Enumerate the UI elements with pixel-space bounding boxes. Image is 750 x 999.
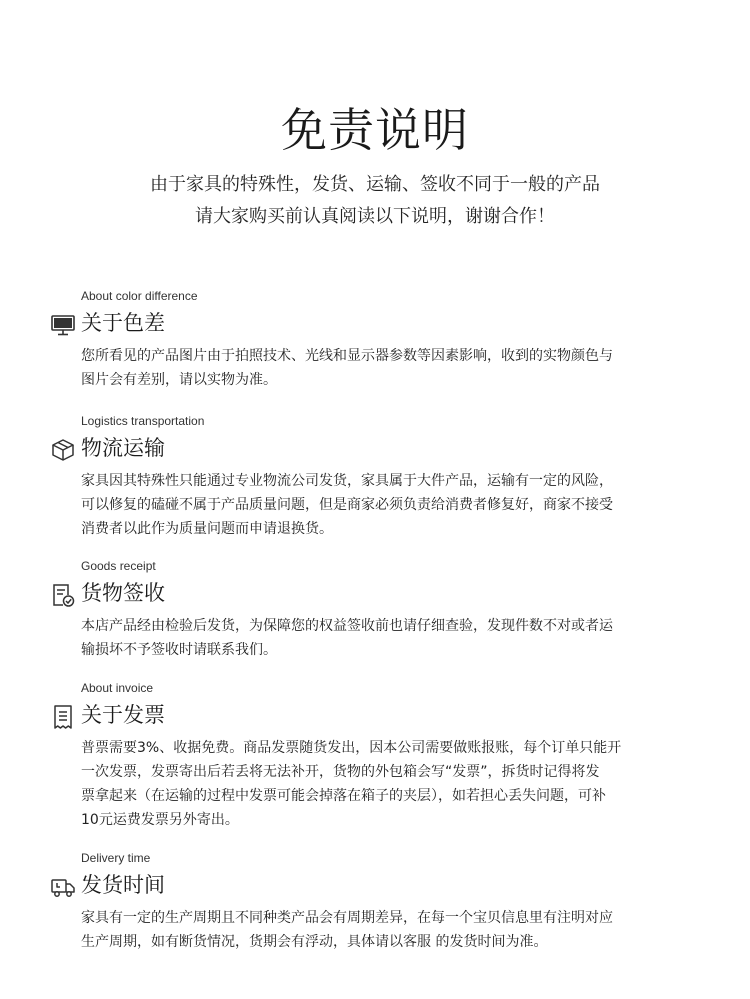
body-line: 消费者以此作为质量问题而申请退换货。: [81, 521, 333, 537]
section-heading: 发货时间: [81, 873, 165, 897]
page-title: 免责说明: [281, 103, 469, 157]
section-heading: 物流运输: [81, 436, 165, 460]
section-body: [81, 344, 681, 392]
section-heading: 关于发票: [81, 703, 165, 727]
intro-line-2: 请大家购买前认真阅读以下说明，谢谢合作！: [195, 206, 555, 227]
section-heading: 货物签收: [81, 581, 165, 605]
section-heading: 关于色差: [81, 311, 165, 335]
body-line: 家具有一定的生产周期且不同种类产品会有周期差异，在每一个宝贝信息里有注明对应: [81, 910, 613, 926]
section-subtitle: About invoice: [81, 681, 154, 695]
body-line: 您所看见的产品图片由于拍照技术、光线和显示器参数等因素影响，收到的实物颜色与: [81, 348, 613, 364]
invoice-icon: [50, 704, 76, 730]
body-line: 可以修复的磕碰不属于产品质量问题，但是商家必须负责给消费者修复好，商家不接受: [81, 497, 613, 513]
package-icon: [50, 437, 76, 463]
section-subtitle: Logistics transportation: [81, 414, 205, 428]
section-subtitle: Delivery time: [81, 851, 151, 865]
section-body: [81, 736, 681, 832]
truck-icon: [50, 874, 76, 900]
section-body: [81, 906, 681, 954]
body-line: 普票需要3%、收据免费。商品发票随货发出，因本公司需要做账报账，每个订单只能开: [81, 740, 622, 756]
receipt-check-icon: [50, 582, 76, 608]
body-line: 一次发票，发票寄出后若丢将无法补开，货物的外包箱会写“发票”，拆货时记得将发: [81, 764, 600, 780]
body-line: 本店产品经由检验后发货，为保障您的权益签收前也请仔细查验，发现件数不对或者运: [81, 618, 613, 634]
section-body: [81, 469, 681, 541]
body-line: 10元运费发票另外寄出。: [81, 812, 239, 828]
section-subtitle: About color difference: [81, 289, 198, 303]
section-subtitle: Goods receipt: [81, 559, 156, 573]
section-body: [81, 614, 681, 662]
body-line: 票拿起来（在运输的过程中发票可能会掉落在箱子的夹层），如若担心丢失问题，可补: [81, 788, 606, 804]
intro-line-1: 由于家具的特殊性，发货、运输、签收不同于一般的产品: [150, 174, 600, 195]
monitor-icon: [50, 312, 76, 338]
body-line: 图片会有差别，请以实物为准。: [81, 372, 277, 388]
body-line: 生产周期，如有断货情况，货期会有浮动，具体请以客服 的发货时间为准。: [81, 934, 548, 950]
body-line: 输损坏不予签收时请联系我们。: [81, 642, 277, 658]
body-line: 家具因其特殊性只能通过专业物流公司发货，家具属于大件产品，运输有一定的风险，: [81, 473, 613, 489]
